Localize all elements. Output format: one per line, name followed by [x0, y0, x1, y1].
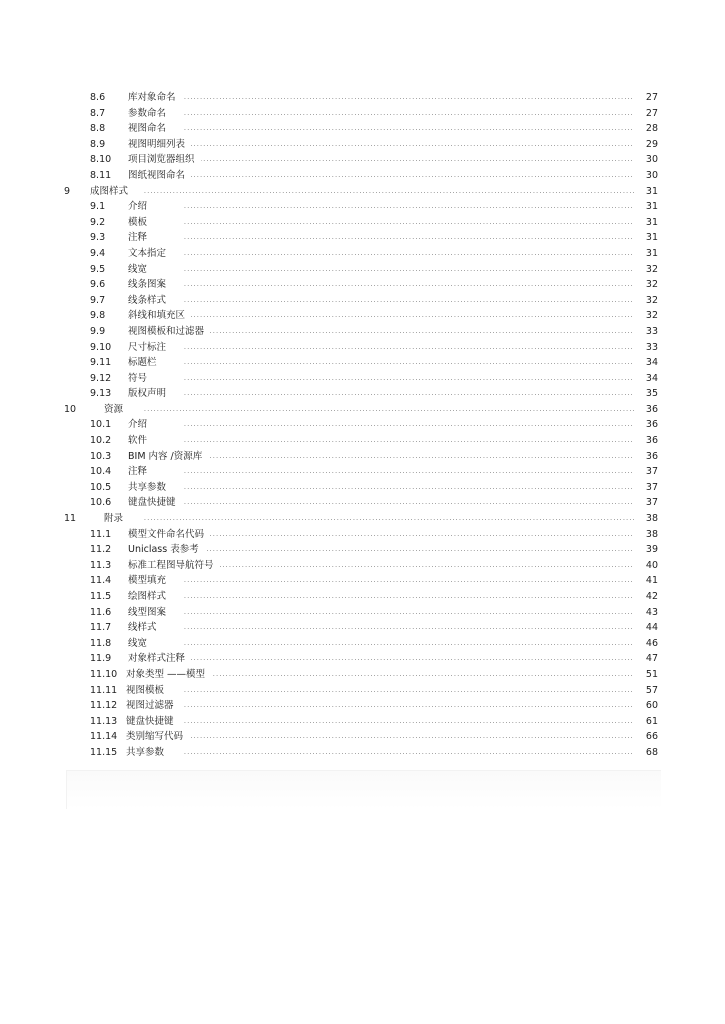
- toc-entry-number: 9.12: [90, 372, 112, 384]
- toc-dot-leader: [184, 667, 634, 683]
- toc-entry-number: 11.1: [90, 528, 112, 540]
- toc-entry-number: 10.2: [90, 435, 112, 447]
- toc-entry-number: 11.2: [90, 544, 112, 556]
- toc-entry-title: 视图明细列表: [128, 137, 191, 153]
- toc-section-entry[interactable]: [64, 417, 658, 433]
- toc-entry-title: 模型填充: [128, 573, 172, 589]
- toc-entry-title: 视图模板和过滤器: [128, 324, 210, 340]
- toc-page-number: 32: [642, 293, 658, 309]
- toc-dot-leader: [184, 729, 634, 745]
- toc-entry-title: 文本指定: [128, 246, 172, 262]
- toc-entry-number: 9.11: [90, 357, 112, 369]
- toc-page-number: 68: [642, 745, 658, 761]
- toc-entry-number: 9.1: [90, 201, 106, 213]
- toc-entry-title: 成图样式: [90, 184, 134, 200]
- toc-entry-number: 9.7: [90, 294, 106, 306]
- toc-entry-number: 11.6: [90, 606, 112, 618]
- toc-dot-leader: [184, 230, 634, 246]
- toc-section-entry[interactable]: [64, 106, 658, 122]
- toc-entry-number: 9.6: [90, 279, 106, 291]
- toc-entry-number: 11.4: [90, 575, 112, 587]
- toc-entry-title: 绘图样式: [128, 589, 172, 605]
- toc-section-entry[interactable]: [64, 168, 658, 184]
- toc-section-entry[interactable]: [64, 324, 658, 340]
- toc-page-number: 38: [642, 511, 658, 527]
- toc-entry-title: 视图命名: [128, 121, 172, 137]
- toc-entry-title: 模型文件命名代码: [128, 527, 210, 543]
- toc-entry-number: 11.14: [90, 731, 118, 743]
- toc-page-number: 36: [642, 433, 658, 449]
- toc-section-entry[interactable]: [64, 355, 658, 371]
- toc-dot-leader: [184, 386, 634, 402]
- toc-section-entry[interactable]: [64, 199, 658, 215]
- toc-section-entry[interactable]: [64, 651, 658, 667]
- toc-page-number: 32: [642, 308, 658, 324]
- toc-entry-number: 11.11: [90, 684, 118, 696]
- toc-dot-leader: [184, 683, 634, 699]
- toc-entry-title: 注释: [128, 230, 153, 246]
- toc-section-entry[interactable]: [64, 542, 658, 558]
- toc-dot-leader: [184, 698, 634, 714]
- toc-section-entry[interactable]: [64, 636, 658, 652]
- toc-dot-leader: [144, 184, 634, 200]
- toc-section-entry[interactable]: [64, 262, 658, 278]
- toc-section-entry[interactable]: [64, 620, 658, 636]
- toc-page-number: 34: [642, 371, 658, 387]
- toc-entry-number: 9: [64, 185, 71, 197]
- toc-dot-leader: [184, 605, 634, 621]
- toc-entry-number: 8.9: [90, 138, 106, 150]
- toc-dot-leader: [184, 371, 634, 387]
- toc-page-number: 42: [642, 589, 658, 605]
- toc-entry-number: 11.12: [90, 700, 118, 712]
- toc-dot-leader: [184, 90, 634, 106]
- toc-entry-title: 对象类型 ——模型: [126, 667, 211, 683]
- toc-entry-number: 10.1: [90, 419, 112, 431]
- toc-dot-leader: [184, 480, 634, 496]
- toc-entry-title: 键盘快捷键: [126, 714, 180, 730]
- toc-section-entry[interactable]: [64, 449, 658, 465]
- toc-page-number: 31: [642, 184, 658, 200]
- toc-page-number: 37: [642, 480, 658, 496]
- toc-entry-title: 键盘快捷键: [128, 495, 182, 511]
- toc-page-number: 36: [642, 417, 658, 433]
- toc-entry-number: 9.4: [90, 247, 106, 259]
- toc-dot-leader: [184, 106, 634, 122]
- toc-dot-leader: [184, 433, 634, 449]
- toc-page-number: 60: [642, 698, 658, 714]
- toc-entry-title: 标题栏: [128, 355, 163, 371]
- toc-page-number: 27: [642, 90, 658, 106]
- toc-section-entry[interactable]: [64, 433, 658, 449]
- toc-page-number: 30: [642, 152, 658, 168]
- toc-entry-number: 11.9: [90, 653, 112, 665]
- toc-entry-number: 9.2: [90, 216, 106, 228]
- toc-page-number: 32: [642, 262, 658, 278]
- toc-section-entry[interactable]: [64, 698, 658, 714]
- toc-entry-title: BIM 内容 /资源库: [128, 449, 208, 465]
- toc-page-number: 44: [642, 620, 658, 636]
- toc-dot-leader: [184, 152, 634, 168]
- toc-dot-leader: [184, 168, 634, 184]
- page-edge-shadow: [66, 770, 661, 809]
- toc-page-number: 41: [642, 573, 658, 589]
- toc-entry-title: 参数命名: [128, 106, 172, 122]
- toc-dot-leader: [144, 402, 634, 418]
- toc-section-entry[interactable]: [64, 371, 658, 387]
- toc-section-entry[interactable]: [64, 573, 658, 589]
- toc-page-number: 32: [642, 277, 658, 293]
- toc-entry-title: 线型图案: [128, 605, 172, 621]
- toc-dot-leader: [184, 308, 634, 324]
- toc-chapter-entry[interactable]: [64, 402, 658, 418]
- toc-entry-title: 线宽: [128, 262, 153, 278]
- toc-page-number: 31: [642, 230, 658, 246]
- toc-dot-leader: [184, 558, 634, 574]
- toc-page-number: 46: [642, 636, 658, 652]
- toc-section-entry[interactable]: [64, 495, 658, 511]
- toc-section-entry[interactable]: [64, 137, 658, 153]
- toc-section-entry[interactable]: [64, 215, 658, 231]
- toc-entry-number: 8.11: [90, 169, 112, 181]
- toc-dot-leader: [184, 573, 634, 589]
- toc-entry-title: 附录: [104, 511, 129, 527]
- toc-entry-number: 11.10: [90, 668, 118, 680]
- toc-entry-title: 线样式: [128, 620, 163, 636]
- toc-entry-number: 8.6: [90, 92, 106, 103]
- toc-entry-title: 对象样式注释: [128, 651, 191, 667]
- toc-page-number: 36: [642, 449, 658, 465]
- toc-entry-number: 9.13: [90, 388, 112, 400]
- toc-dot-leader: [184, 714, 634, 730]
- toc-entry-number: 8.10: [90, 154, 112, 166]
- toc-section-entry[interactable]: [64, 464, 658, 480]
- toc-section-entry[interactable]: [64, 90, 658, 106]
- toc-dot-leader: [144, 511, 634, 527]
- toc-entry-number: 11.15: [90, 746, 118, 758]
- toc-entry-number: 9.3: [90, 232, 106, 244]
- toc-section-entry[interactable]: [64, 480, 658, 496]
- toc-page-number: 35: [642, 386, 658, 402]
- toc-dot-leader: [184, 464, 634, 480]
- toc-entry-title: 斜线和填充区: [128, 308, 191, 324]
- toc-entry-title: 共享参数: [126, 745, 170, 761]
- toc-page-number: 37: [642, 464, 658, 480]
- toc-section-entry[interactable]: [64, 152, 658, 168]
- toc-entry-number: 11.8: [90, 637, 112, 649]
- toc-dot-leader: [184, 417, 634, 433]
- toc-entry-title: 图纸视图命名: [128, 168, 191, 184]
- toc-entry-number: 8.7: [90, 107, 106, 119]
- toc-entry-title: 软件: [128, 433, 153, 449]
- table-of-contents: [64, 90, 658, 761]
- toc-entry-title: 库对象命名: [128, 90, 182, 106]
- toc-entry-number: 10.4: [90, 466, 112, 478]
- toc-page-number: 47: [642, 651, 658, 667]
- toc-entry-number: 10.5: [90, 481, 112, 493]
- toc-entry-number: 9.8: [90, 310, 106, 322]
- toc-section-entry[interactable]: [64, 589, 658, 605]
- toc-dot-leader: [184, 246, 634, 262]
- toc-entry-number: 9.5: [90, 263, 106, 275]
- toc-entry-number: 11: [64, 513, 77, 525]
- toc-page-number: 33: [642, 340, 658, 356]
- toc-entry-title: 视图过滤器: [126, 698, 180, 714]
- toc-page-number: 37: [642, 495, 658, 511]
- toc-entry-title: Uniclass 表参考: [128, 542, 205, 558]
- toc-dot-leader: [184, 636, 634, 652]
- toc-page-number: 31: [642, 246, 658, 262]
- toc-section-entry[interactable]: [64, 293, 658, 309]
- toc-section-entry[interactable]: [64, 277, 658, 293]
- toc-page-number: 38: [642, 527, 658, 543]
- toc-entry-title: 线宽: [128, 636, 153, 652]
- toc-entry-title: 共享参数: [128, 480, 172, 496]
- toc-dot-leader: [184, 527, 634, 543]
- toc-section-entry[interactable]: [64, 714, 658, 730]
- toc-page-number: 39: [642, 542, 658, 558]
- toc-dot-leader: [184, 495, 634, 511]
- toc-dot-leader: [184, 449, 634, 465]
- toc-entry-title: 线条图案: [128, 277, 172, 293]
- toc-entry-number: 10.6: [90, 497, 112, 509]
- toc-dot-leader: [184, 293, 634, 309]
- toc-page-number: 36: [642, 402, 658, 418]
- toc-dot-leader: [184, 542, 634, 558]
- toc-page-number: 30: [642, 168, 658, 184]
- toc-entry-title: 资源: [104, 402, 129, 418]
- toc-dot-leader: [184, 355, 634, 371]
- toc-dot-leader: [184, 589, 634, 605]
- toc-dot-leader: [184, 324, 634, 340]
- toc-entry-number: 11.3: [90, 559, 112, 571]
- toc-dot-leader: [184, 651, 634, 667]
- toc-entry-number: 9.10: [90, 341, 112, 353]
- toc-entry-number: 11.7: [90, 622, 112, 634]
- toc-page-number: 43: [642, 605, 658, 621]
- toc-entry-number: 8.8: [90, 123, 106, 135]
- toc-entry-number: 11.5: [90, 591, 112, 602]
- toc-chapter-entry[interactable]: [64, 184, 658, 200]
- toc-section-entry[interactable]: [64, 340, 658, 356]
- toc-entry-title: 标准工程图导航符号: [128, 558, 220, 574]
- toc-entry-title: 尺寸标注: [128, 340, 172, 356]
- toc-entry-title: 符号: [128, 371, 153, 387]
- toc-entry-title: 项目浏览器组织: [128, 152, 201, 168]
- toc-section-entry[interactable]: [64, 308, 658, 324]
- toc-dot-leader: [184, 620, 634, 636]
- toc-dot-leader: [184, 121, 634, 137]
- toc-dot-leader: [184, 215, 634, 231]
- toc-section-entry[interactable]: [64, 230, 658, 246]
- toc-entry-number: 11.13: [90, 715, 118, 727]
- toc-page-number: 51: [642, 667, 658, 683]
- toc-page-number: 31: [642, 199, 658, 215]
- toc-entry-number: 10.3: [90, 450, 112, 462]
- toc-entry-title: 注释: [128, 464, 153, 480]
- toc-section-entry[interactable]: [64, 683, 658, 699]
- toc-section-entry[interactable]: [64, 745, 658, 761]
- toc-entry-title: 线条样式: [128, 293, 172, 309]
- toc-dot-leader: [184, 262, 634, 278]
- toc-entry-title: 介绍: [128, 417, 153, 433]
- toc-section-entry[interactable]: [64, 729, 658, 745]
- toc-entry-title: 介绍: [128, 199, 153, 215]
- toc-page-number: 61: [642, 714, 658, 730]
- toc-page-number: 40: [642, 558, 658, 574]
- toc-dot-leader: [184, 199, 634, 215]
- toc-section-entry[interactable]: [64, 558, 658, 574]
- toc-dot-leader: [184, 340, 634, 356]
- toc-entry-title: 类别缩写代码: [126, 729, 189, 745]
- toc-page-number: 33: [642, 324, 658, 340]
- toc-page-number: 29: [642, 137, 658, 153]
- toc-section-entry[interactable]: [64, 605, 658, 621]
- toc-entry-title: 模板: [128, 215, 153, 231]
- toc-page-number: 34: [642, 355, 658, 371]
- toc-section-entry[interactable]: [64, 121, 658, 137]
- toc-chapter-entry[interactable]: [64, 511, 658, 527]
- toc-page-number: 57: [642, 683, 658, 699]
- toc-entry-title: 视图模板: [126, 683, 170, 699]
- toc-section-entry[interactable]: [64, 527, 658, 543]
- toc-page-number: 28: [642, 121, 658, 137]
- toc-section-entry[interactable]: [64, 667, 658, 683]
- toc-entry-number: 9.9: [90, 325, 106, 337]
- toc-page-number: 27: [642, 106, 658, 122]
- toc-entry-title: 版权声明: [128, 386, 172, 402]
- toc-dot-leader: [184, 137, 634, 153]
- toc-dot-leader: [184, 277, 634, 293]
- toc-dot-leader: [184, 745, 634, 761]
- toc-page-number: 31: [642, 215, 658, 231]
- toc-section-entry[interactable]: [64, 246, 658, 262]
- toc-entry-number: 10: [64, 403, 77, 415]
- toc-page-number: 66: [642, 729, 658, 745]
- toc-section-entry[interactable]: [64, 386, 658, 402]
